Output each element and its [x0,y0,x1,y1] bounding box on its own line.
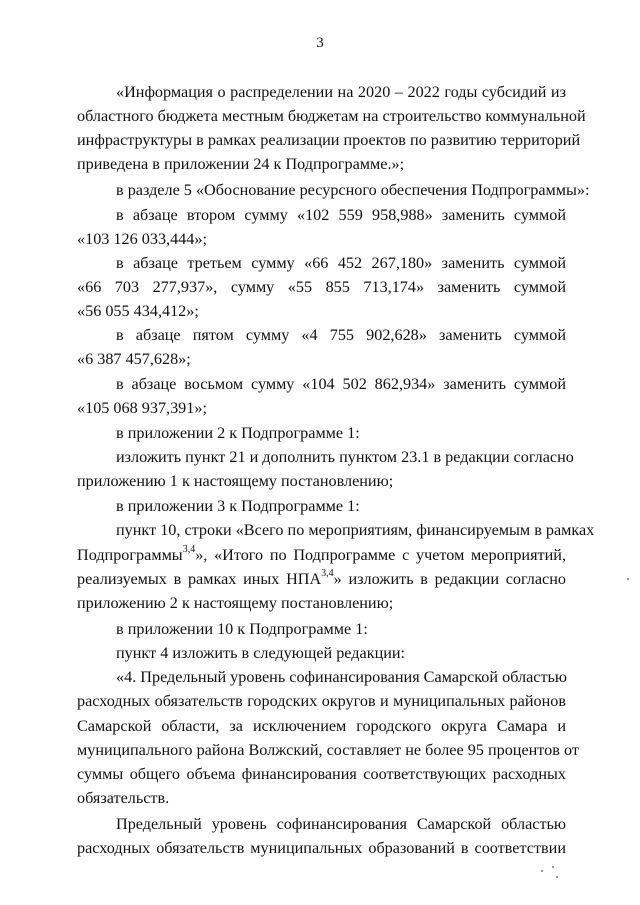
text-line: расходных обязательств городских округов и муниципальных районов [77,692,566,710]
text-line: Самарской области, за исключением городского округа Самара и [77,717,566,735]
text-line: в приложении 3 к Подпрограмме 1: [116,497,360,515]
text-line: «56 055 434,412»; [77,302,199,320]
text-line: «6 387 457,628»; [77,350,191,368]
text-line: в абзаце третьем сумму «66 452 267,180» заменить суммой [116,254,566,272]
text-line: «105 068 937,391»; [77,399,207,417]
text-line: «Информация о распределении на 2020 – 2022 годы субсидий из [116,83,566,101]
text-line: приведена в приложении 24 к Подпрограмме.»; [77,155,405,173]
footnote-ref: 3, [321,567,329,579]
page-number: 3 [316,35,324,51]
text-line: в разделе 5 «Обоснование ресурсного обеспечения Подпрограммы»: [116,181,590,199]
text-line: инфраструктуры в рамках реализации проектов по развитию территорий [77,131,581,149]
text-line: обязательств. [77,789,170,807]
footnote-ref: 4 [190,543,196,555]
text-line: Предельный уровень софинансирования Самарской областью [116,815,566,833]
text-line: изложить пункт 21 и дополнить пунктом 23.1 в редакции согласно [116,448,574,466]
text-line: «66 703 277,937», сумму «55 855 713,174» заменить суммой [77,278,566,296]
text-line: в абзаце восьмом сумму «104 502 862,934» заменить суммой [116,375,566,393]
text-run: », «Итого по Подпрограмме с учетом мероприятий, [195,546,566,564]
scan-speck [556,876,558,878]
text-line: «4. Предельный уровень софинансирования Самарской областью [116,668,568,686]
text-line: приложению 1 к настоящему постановлению; [77,472,394,490]
scan-speck [541,870,543,872]
text-run: реализуемых в рамках иных НПА [77,570,322,588]
text-line: в приложении 2 к Подпрограмме 1: [116,424,360,442]
text-line: в абзаце втором сумму «102 559 958,988» заменить суммой [116,206,566,224]
text-line: расходных обязательств муниципальных образований в соответствии [77,839,566,857]
text-line: пункт 10, строки «Всего по мероприятиям, финансируемым в рамках [116,521,595,539]
text-line: муниципального района Волжский, составляет не более 95 процентов от [77,741,579,759]
scan-speck [552,866,554,868]
text-line: приложению 2 к настоящему постановлению; [77,594,394,612]
text-run: Подпрограммы [77,546,183,564]
text-run: » изложить в редакции согласно [333,570,566,588]
text-line-with-footnotes [77,567,566,591]
text-line: «103 126 033,444»; [77,230,207,248]
text-line: суммы общего объема финансирования соответствующих расходных [77,765,566,783]
text-line: в абзаце пятом сумму «4 755 902,628» заменить суммой [116,326,566,344]
footnote-ref: 3, [182,543,191,555]
text-line: пункт 4 изложить в следующей редакции: [116,644,406,662]
text-line: в приложении 10 к Подпрограмме 1: [116,620,368,638]
footnote-ref: 4 [328,567,334,579]
text-line-with-footnotes [77,543,566,567]
text-line: областного бюджета местным бюджетам на строительство коммунальной [77,107,586,125]
scan-speck [627,578,629,580]
